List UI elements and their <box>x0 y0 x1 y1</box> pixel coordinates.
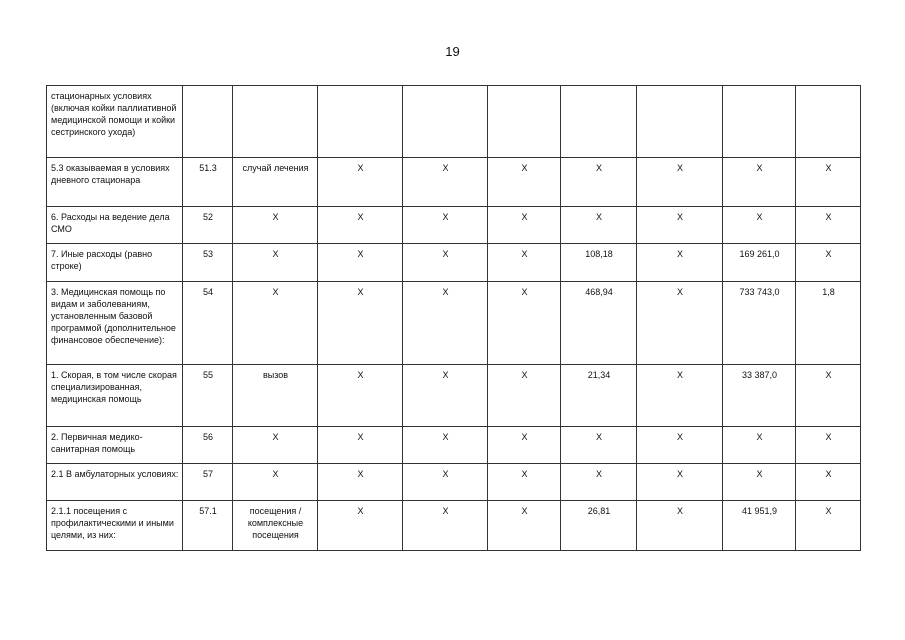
value-cell-7: 1,8 <box>796 282 861 365</box>
value-cell-3: Х <box>488 365 561 427</box>
data-table <box>46 85 861 551</box>
row-name-cell: 2.1.1 посещения с профилактическими и иными целями, из них: <box>47 501 183 551</box>
row-name-cell: 5.3 оказываемая в условиях дневного стационара <box>47 158 183 207</box>
value-cell-6: 733 743,0 <box>723 282 796 365</box>
value-cell-2: Х <box>403 207 488 244</box>
row-name-cell: 2.1 В амбулаторных условиях: <box>47 464 183 501</box>
value-cell-5 <box>637 86 723 158</box>
value-cell-2 <box>403 86 488 158</box>
value-cell-6: 41 951,9 <box>723 501 796 551</box>
unit-cell: Х <box>233 464 318 501</box>
value-cell-6 <box>723 86 796 158</box>
value-cell-3: Х <box>488 244 561 282</box>
value-cell-1: Х <box>318 207 403 244</box>
row-name-cell: 3. Медицинская помощь по видам и заболеваниям, установленным базовой программой (дополнительное финансовое обеспечение): <box>47 282 183 365</box>
value-cell-6: Х <box>723 207 796 244</box>
unit-cell: вызов <box>233 365 318 427</box>
value-cell-1: Х <box>318 282 403 365</box>
value-cell-1 <box>318 86 403 158</box>
value-cell-4: Х <box>561 427 637 464</box>
value-cell-5: Х <box>637 365 723 427</box>
unit-cell: посещения / комплексные посещения <box>233 501 318 551</box>
value-cell-4: 108,18 <box>561 244 637 282</box>
table-row <box>47 244 861 282</box>
value-cell-1: Х <box>318 365 403 427</box>
row-code-cell: 54 <box>183 282 233 365</box>
value-cell-6: Х <box>723 158 796 207</box>
value-cell-1: Х <box>318 501 403 551</box>
table-row <box>47 427 861 464</box>
table-row <box>47 86 861 158</box>
value-cell-1: Х <box>318 158 403 207</box>
unit-cell: Х <box>233 244 318 282</box>
value-cell-1: Х <box>318 244 403 282</box>
row-name-cell: 1. Скорая, в том числе скорая специализированная, медицинская помощь <box>47 365 183 427</box>
value-cell-7: Х <box>796 464 861 501</box>
value-cell-4 <box>561 86 637 158</box>
table-row <box>47 501 861 551</box>
value-cell-2: Х <box>403 158 488 207</box>
value-cell-4: Х <box>561 207 637 244</box>
value-cell-3: Х <box>488 207 561 244</box>
table-row <box>47 207 861 244</box>
row-code-cell: 57.1 <box>183 501 233 551</box>
value-cell-1: Х <box>318 464 403 501</box>
unit-cell: Х <box>233 282 318 365</box>
value-cell-5: Х <box>637 207 723 244</box>
row-code-cell: 53 <box>183 244 233 282</box>
row-code-cell <box>183 86 233 158</box>
value-cell-4: 468,94 <box>561 282 637 365</box>
row-code-cell: 55 <box>183 365 233 427</box>
value-cell-4: Х <box>561 464 637 501</box>
value-cell-7 <box>796 86 861 158</box>
value-cell-6: Х <box>723 427 796 464</box>
page-number: 19 <box>445 44 460 59</box>
value-cell-7: Х <box>796 158 861 207</box>
value-cell-2: Х <box>403 427 488 464</box>
value-cell-3: Х <box>488 501 561 551</box>
value-cell-3 <box>488 86 561 158</box>
value-cell-7: Х <box>796 427 861 464</box>
row-code-cell: 57 <box>183 464 233 501</box>
value-cell-3: Х <box>488 282 561 365</box>
value-cell-5: Х <box>637 501 723 551</box>
unit-cell: случай лечения <box>233 158 318 207</box>
unit-cell <box>233 86 318 158</box>
value-cell-7: Х <box>796 207 861 244</box>
value-cell-1: Х <box>318 427 403 464</box>
row-code-cell: 56 <box>183 427 233 464</box>
value-cell-4: Х <box>561 158 637 207</box>
table-row <box>47 365 861 427</box>
value-cell-5: Х <box>637 427 723 464</box>
value-cell-3: Х <box>488 158 561 207</box>
value-cell-5: Х <box>637 282 723 365</box>
value-cell-5: Х <box>637 464 723 501</box>
table-row <box>47 158 861 207</box>
row-code-cell: 52 <box>183 207 233 244</box>
value-cell-2: Х <box>403 464 488 501</box>
row-code-cell: 51.3 <box>183 158 233 207</box>
value-cell-3: Х <box>488 464 561 501</box>
row-name-cell: стационарных условиях (включая койки паллиативной медицинской помощи и койки сестринского ухода) <box>47 86 183 158</box>
value-cell-7: Х <box>796 365 861 427</box>
table-row <box>47 282 861 365</box>
value-cell-2: Х <box>403 365 488 427</box>
value-cell-6: 169 261,0 <box>723 244 796 282</box>
table-row <box>47 464 861 501</box>
value-cell-4: 21,34 <box>561 365 637 427</box>
row-name-cell: 2. Первичная медико-санитарная помощь <box>47 427 183 464</box>
value-cell-7: Х <box>796 244 861 282</box>
unit-cell: Х <box>233 427 318 464</box>
value-cell-2: Х <box>403 282 488 365</box>
value-cell-3: Х <box>488 427 561 464</box>
row-name-cell: 7. Иные расходы (равно строке) <box>47 244 183 282</box>
value-cell-2: Х <box>403 244 488 282</box>
value-cell-5: Х <box>637 158 723 207</box>
value-cell-7: Х <box>796 501 861 551</box>
value-cell-4: 26,81 <box>561 501 637 551</box>
value-cell-5: Х <box>637 244 723 282</box>
unit-cell: Х <box>233 207 318 244</box>
row-name-cell: 6. Расходы на ведение дела СМО <box>47 207 183 244</box>
value-cell-6: Х <box>723 464 796 501</box>
value-cell-6: 33 387,0 <box>723 365 796 427</box>
value-cell-2: Х <box>403 501 488 551</box>
